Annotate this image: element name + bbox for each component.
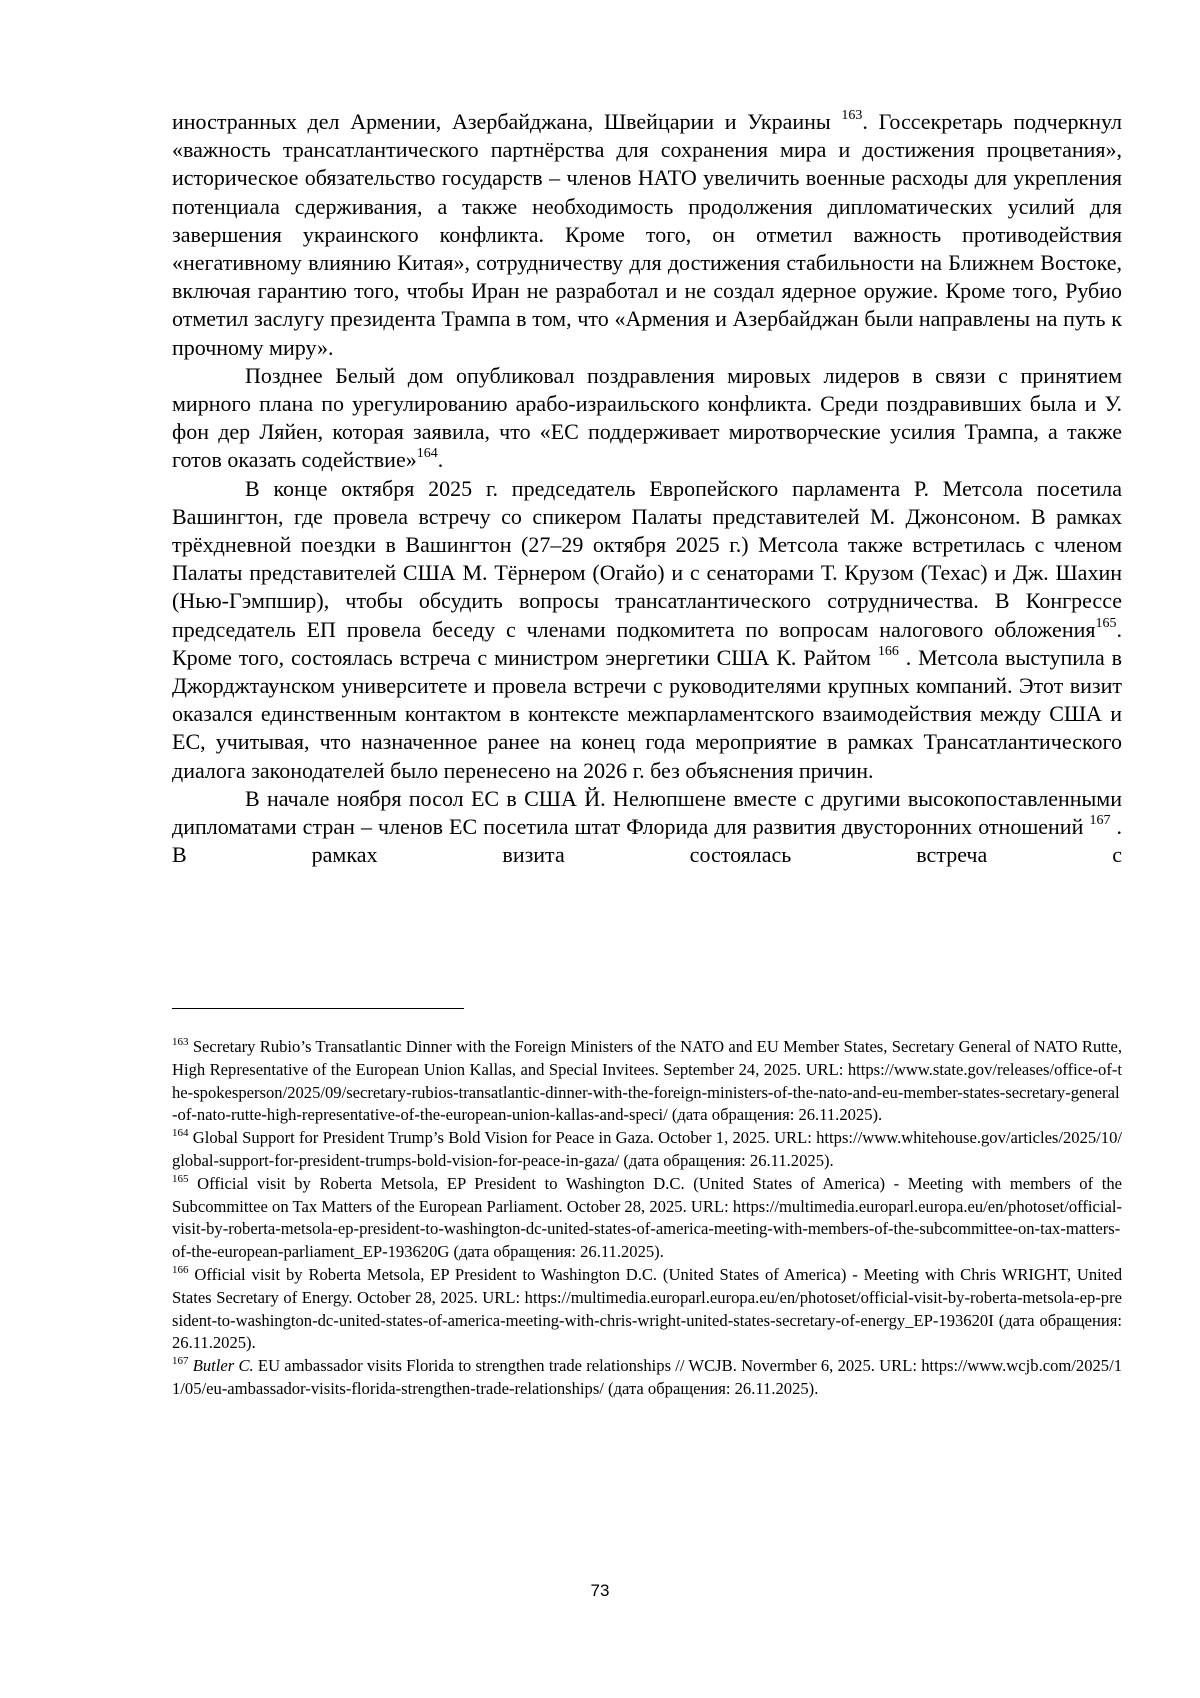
footnote-ref-164[interactable]: 164 — [416, 446, 438, 462]
footnote-access-date: (дата обращения: 26.11.2025). — [603, 1378, 819, 1398]
footnote-text: Secretary Rubio’s Transatlantic Dinner with the Foreign Ministers of the NATO and EU Member States, Secretary General of NATO Rutte, High Representative of the European Union Kallas, and Special Invitees. September 24, 2025. URL: — [172, 1037, 1122, 1079]
footnote-url[interactable]: https://multimedia.europarl.europa.eu/en/photoset/official-visit-by-roberta-metsola-ep-president-to-washington-dc-united-states-of-america-meeting-with-members-of-the-subcommittee-on-tax-matters-of-the-european-parliament_EP-193620G — [172, 1196, 1122, 1262]
footnote-number: 163 — [172, 1036, 189, 1048]
footnote-access-date: (дата обращения: 26.11.2025). — [172, 1310, 1122, 1353]
paragraph-text: В конце октября 2025 г. председатель Европейского парламента Р. Метсола посетила Вашингтон, где провела встречу со спикером Палаты представителей М. Джонсоном. В рамках трёхдневной поездки в Вашингтон (27–29 октября 2025 г.) Метсола также встретилась с членом Палаты представителей США М. Тёрнером (Огайо) и с сенаторами Т. Крузом (Техас) и Дж. Шахин (Нью-Гэмпшир), чтобы обсудить вопросы трансатлантического сотрудничества. В Конгрессе председатель ЕП провела беседу с членами подкомитета по вопросам налогового обложения — [172, 475, 1122, 642]
footnote-text: Official visit by Roberta Metsola, EP President to Washington D.C. (United States of America) - Meeting with Chris WRIGHT, United States Secretary of Energy. October 28, 2025. URL: — [172, 1264, 1122, 1307]
paragraph-2 — [172, 362, 1122, 475]
footnote-author: Butler C. — [192, 1356, 254, 1376]
footnote-165 — [172, 1173, 1122, 1264]
footnote-ref-163[interactable]: 163 — [841, 108, 863, 123]
footnote-number: 164 — [172, 1127, 189, 1140]
footnote-number: 165 — [172, 1172, 189, 1185]
paragraph-text: . Госсекретарь подчеркнул «важность трансатлантического партнёрства для сохранения мира и достижения процветания», историческое обязательство государств – членов НАТО увеличить военные расходы для укрепления потенциала сдерживания, а также необходимость продолжения дипломатических усилий для завершения украинского конфликта. Кроме того, он отметил важность противодействия «негативному влиянию Китая», сотрудничеству для достижения стабильности на Ближнем Востоке, включая гарантию того, чтобы Иран не разработал и не создал ядерное оружие. Кроме того, Рубио отметил заслугу президента Трампа в том, что «Армения и Азербайджан были направлены на путь к прочному миру». — [172, 109, 1122, 360]
footnote-separator — [172, 1008, 464, 1009]
footnote-ref-166[interactable]: 166 — [877, 643, 899, 659]
paragraph-3 — [172, 475, 1122, 785]
paragraph-text: . Кроме того, состоялась встреча с министром энергетики США К. Райтом — [172, 616, 1122, 670]
footnote-163 — [172, 1036, 1122, 1127]
footnote-url[interactable]: https://www.state.gov/releases/office-of-the-spokesperson/2025/09/secretary-rubios-transatlantic-dinner-with-the-foreign-ministers-of-the-nato-and-eu-member-states-secretary-general-of-nato-rutte-high-representative-of-the-european-union-kallas-and-speci/ — [172, 1059, 1122, 1125]
paragraph-text: . В рамках визита состоялась встреча с — [172, 814, 1123, 868]
footnote-ref-167[interactable]: 167 — [1089, 813, 1111, 829]
footnote-164 — [172, 1127, 1122, 1173]
footnote-url[interactable]: https://www.whitehouse.gov/articles/2025/10/global-support-for-president-trumps-bold-vision-for-peace-in-gaza/ — [172, 1128, 1122, 1170]
footnote-url[interactable]: https://multimedia.europarl.europa.eu/en/photoset/official-visit-by-roberta-metsola-ep-president-to-washington-dc-united-states-of-america-meeting-with-chris-wright-united-states-secretary-of-energy_EP-193620I — [172, 1287, 1122, 1330]
footnote-text: Global Support for President Trump’s Bold Vision for Peace in Gaza. October 1, 2025. URL: — [192, 1128, 817, 1148]
footnote-access-date: (дата обращения: 26.11.2025). — [667, 1105, 883, 1125]
footnote-access-date: (дата обращения: 26.11.2025). — [619, 1150, 834, 1170]
page-number: 73 — [590, 1581, 610, 1600]
footnote-166 — [172, 1264, 1122, 1355]
footnote-number: 166 — [172, 1263, 189, 1276]
paragraph-4 — [172, 785, 1122, 870]
footnote-access-date: (дата обращения: 26.11.2025). — [449, 1242, 664, 1262]
footnote-ref-165[interactable]: 165 — [1095, 615, 1117, 631]
footnote-number: 167 — [172, 1355, 189, 1368]
main-text — [172, 108, 1122, 869]
footnote-167 — [172, 1355, 1122, 1401]
paragraph-1 — [172, 108, 1122, 362]
footnote-text: EU ambassador visits Florida to strengthen trade relationships // WCJB. Novermber 6, 2025. URL: — [253, 1356, 922, 1376]
footnote-text: Official visit by Roberta Metsola, EP President to Washington D.C. (United States of America) - Meeting with members of the Subcommittee on Tax Matters of the European Parliament. October 28, 2025. URL: — [172, 1173, 1122, 1216]
paragraph-text: Позднее Белый дом опубликовал поздравления мировых лидеров в связи с принятием мирного плана по урегулированию арабо-израильского конфликта. Среди поздравивших была и У. фон дер Ляйен, которая заявила, что «ЕС поддерживает миротворческие усилия Трампа, а также готов оказать содействие» — [172, 362, 1122, 473]
footnotes — [172, 1036, 1122, 1401]
paragraph-text: В начале ноября посол ЕС в США Й. Нелюпшене вместе с другими высокопоставленными дипломатами стран – членов ЕС посетила штат Флорида для развития двусторонних отношений — [172, 785, 1122, 840]
paragraph-text: . Метсола выступила в Джорджтаунском университете и провела встречи с руководителями крупных компаний. Этот визит оказался единственным контактом в контексте межпарламентского взаимодействия между США и ЕС, учитывая, что назначенное ранее на конец года мероприятие в рамках Трансатлантического диалога законодателей было перенесено на 2026 г. без объяснения причин. — [172, 644, 1123, 783]
paragraph-text: иностранных дел Армении, Азербайджана, Швейцарии и Украины — [172, 109, 831, 134]
footnote-url[interactable]: https://www.wcjb.com/2025/11/05/eu-ambassador-visits-florida-strengthen-trade-relationships/ — [172, 1356, 1122, 1398]
paragraph-text: . — [437, 447, 444, 473]
